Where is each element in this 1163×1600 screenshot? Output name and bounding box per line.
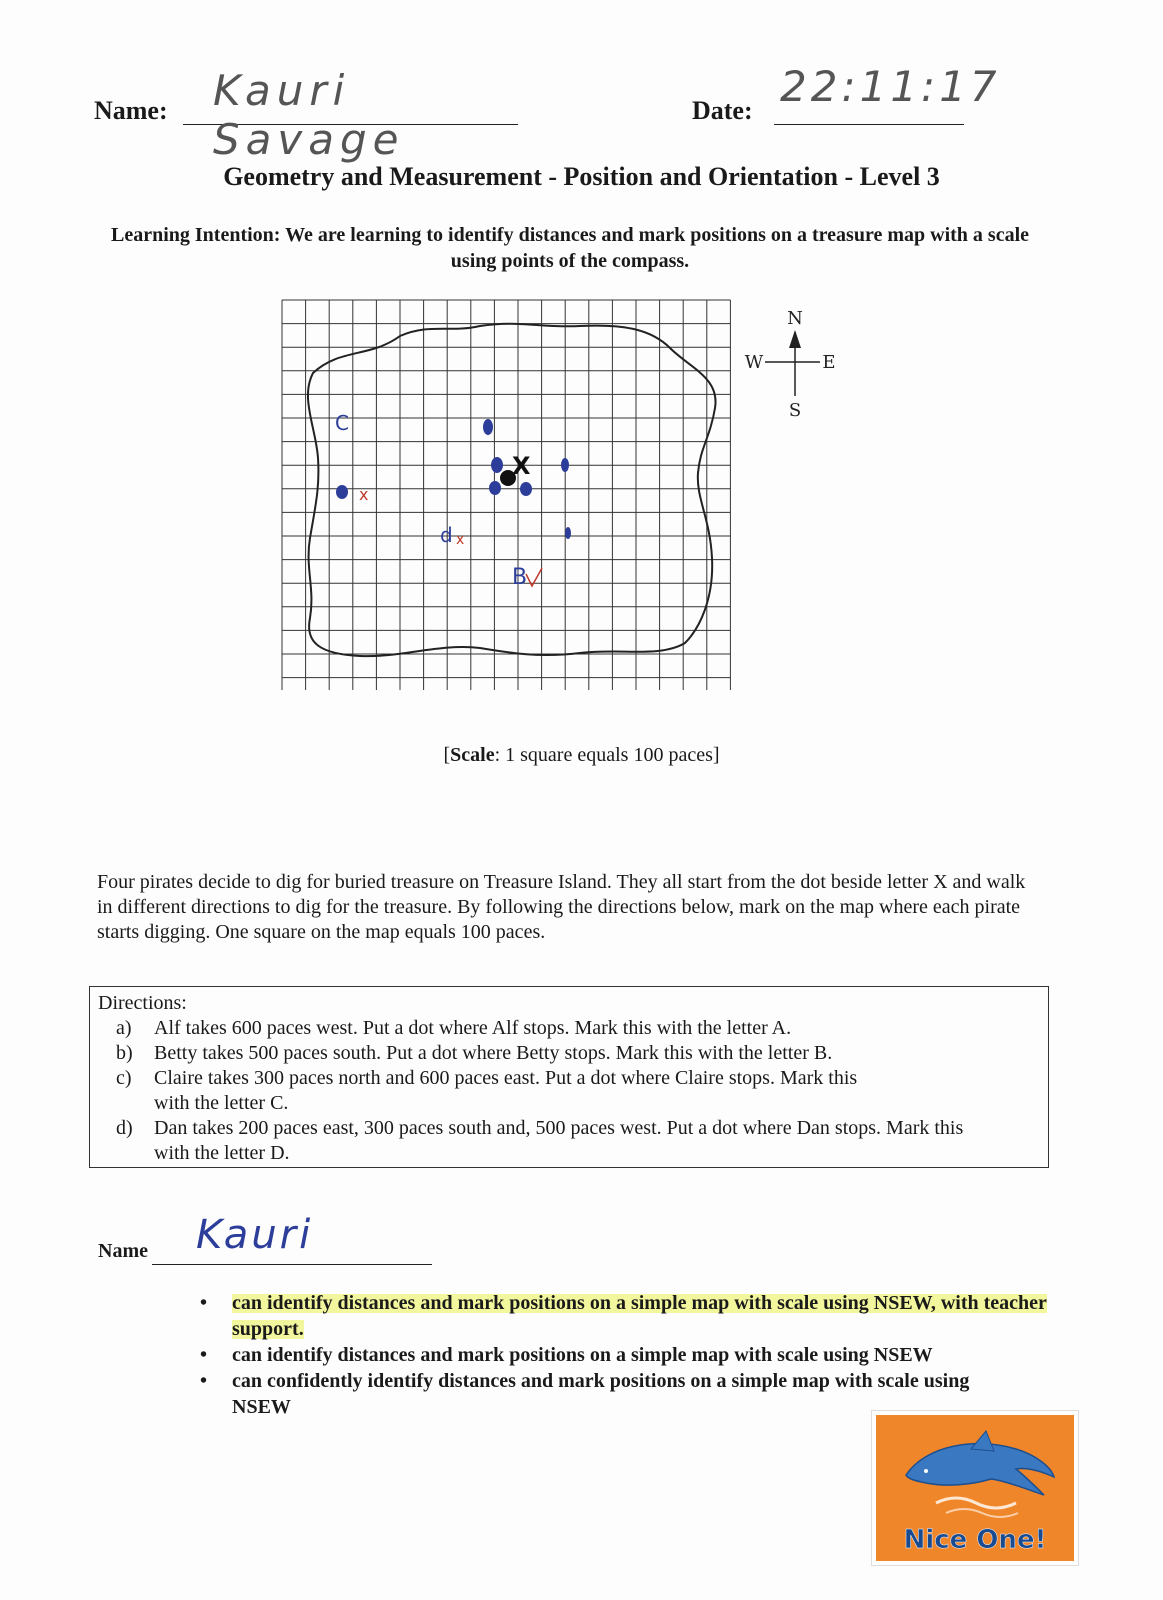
map-grid [282, 300, 730, 690]
north-arrow-icon [789, 330, 801, 348]
criteria-list [190, 1290, 1050, 1420]
direction-text: Claire takes 300 paces north and 600 paces east. Put a dot where Claire stops. Mark this with the letter C. [154, 1067, 858, 1114]
bullet-icon: • [200, 1370, 208, 1392]
scale-text: : 1 square equals 100 paces] [494, 744, 720, 766]
mark-b: B [512, 565, 528, 590]
compass-e: E [822, 352, 836, 373]
nice-one-sticker [872, 1411, 1078, 1565]
criteria-item-highlighted [190, 1290, 1050, 1342]
criteria-item [190, 1342, 1050, 1368]
date-handwritten: 22:11:17 [780, 62, 1001, 111]
bullet-icon: • [200, 1292, 208, 1314]
mark-a-tick: x [359, 485, 369, 504]
directions-heading: Directions: [98, 992, 187, 1014]
bullet-icon: • [200, 1344, 208, 1366]
scale-open-bracket: [ [443, 744, 451, 766]
compass-n: N [787, 308, 803, 329]
criteria-text: can identify distances and mark positions on a simple map with scale using NSEW [232, 1344, 933, 1366]
criteria-text: can identify distances and mark positions on a simple map with scale using NSEW, with teacher support. [232, 1292, 1047, 1340]
name-label: Name: [94, 96, 168, 125]
name-field[interactable] [183, 66, 518, 164]
direction-letter: a) [116, 1017, 132, 1039]
scribble-dot-4 [561, 458, 569, 472]
direction-item [98, 1116, 1048, 1166]
directions-box [89, 986, 1049, 1168]
compass-rose [740, 304, 850, 426]
direction-letter: b) [116, 1042, 133, 1064]
mark-d: d [440, 523, 453, 547]
mark-d-tick: x [456, 532, 465, 548]
date-field[interactable] [774, 62, 1001, 125]
mark-x: X [512, 452, 531, 480]
claire-dot [483, 419, 493, 435]
scribble-dot-1 [491, 457, 503, 473]
map-scale [0, 744, 1163, 767]
learning-intention-text: We are learning to identify distances and mark positions on a treasure map with a scale using points of the compass. [285, 224, 1029, 272]
scale-label: Scale [450, 744, 495, 766]
date-label: Date: [692, 96, 753, 125]
assessment-name-field[interactable] [152, 1212, 432, 1265]
page-title: Geometry and Measurement - Position and Orientation - Level 3 [223, 162, 940, 191]
assessment-name-handwritten: Kauri [196, 1212, 314, 1258]
direction-item [98, 1016, 1048, 1041]
direction-text: Betty takes 500 paces south. Put a dot where Betty stops. Mark this with the letter B. [154, 1042, 833, 1064]
criteria-text: can confidently identify distances and mark positions on a simple map with scale using NSEW [232, 1370, 970, 1418]
compass-s: S [788, 400, 802, 421]
mark-a-dot [336, 485, 348, 499]
learning-intention [100, 222, 1040, 274]
scribble-dot-5 [565, 527, 571, 539]
direction-item [98, 1041, 1048, 1066]
assessment-name-label: Name [98, 1240, 148, 1262]
direction-letter: c) [116, 1067, 132, 1089]
name-handwritten: Kauri Savage [213, 66, 405, 164]
scribble-dot-3 [520, 482, 532, 496]
sticker-text: Nice One! [903, 1525, 1047, 1555]
direction-item [98, 1066, 1048, 1116]
direction-text: Dan takes 200 paces east, 300 paces south and, 500 paces west. Put a dot where Dan stops. Mark this with the letter D. [154, 1117, 964, 1164]
scribble-dot-2 [489, 481, 501, 495]
direction-letter: d) [116, 1117, 133, 1139]
direction-text: Alf takes 600 paces west. Put a dot where Alf stops. Mark this with the letter A. [154, 1017, 792, 1039]
treasure-map [280, 298, 740, 690]
intro-paragraph: Four pirates decide to dig for buried treasure on Treasure Island. They all start from the dot beside letter X and walk in different directions to dig for the treasure. By following the directions below, mark on the map where each pirate starts digging. One square on the map equals 100 paces. [97, 871, 1026, 943]
learning-intention-label: Learning Intention: [110, 224, 281, 246]
compass-w: W [744, 352, 764, 373]
mark-c: C [335, 411, 349, 435]
